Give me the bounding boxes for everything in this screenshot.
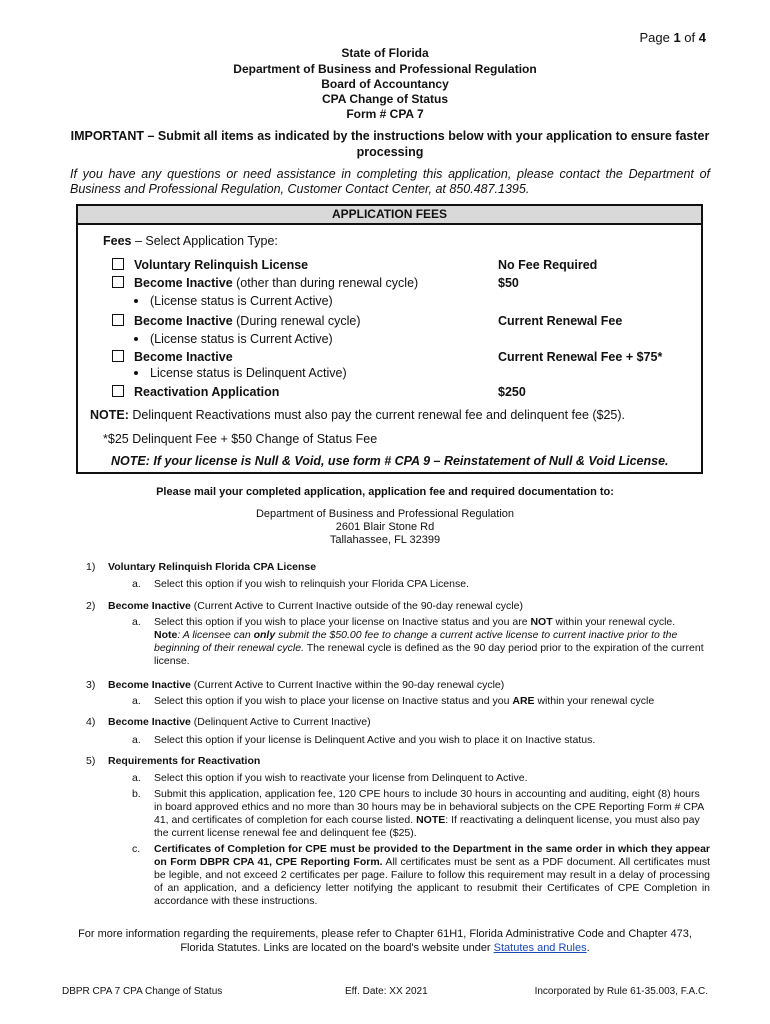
fee-footnote: *$25 Delinquent Fee + $50 Change of Status Fee — [103, 432, 378, 446]
fees-heading: APPLICATION FEES — [78, 206, 701, 225]
section-2-a-marker: a. — [132, 616, 141, 628]
price-become-inactive-outside-renewal: $50 — [498, 276, 519, 290]
bullet-icon — [134, 371, 138, 375]
option-become-inactive-outside-renewal[interactable]: Become Inactive (other than during renewal cycle) — [112, 276, 418, 291]
section-4-a: Select this option if your license is Delinquent Active and you wish to place it on Inactive status. — [154, 734, 596, 746]
bullet-delinquent-active: License status is Delinquent Active) — [134, 366, 347, 381]
price-become-inactive-delinquent: Current Renewal Fee + $75* — [498, 350, 663, 364]
section-1-a-marker: a. — [132, 578, 141, 590]
option-become-inactive-during-renewal[interactable]: Become Inactive (During renewal cycle) — [112, 314, 361, 329]
section-5-a-marker: a. — [132, 772, 141, 784]
section-1-number: 1) — [86, 561, 96, 573]
section-5-title: Requirements for Reactivation — [108, 755, 261, 767]
section-5-c: Certificates of Completion for CPE must be provided to the Department in the same order in which they appear on Form DBPR CPA 41, CPE Reporting Form. All certificates must be sent as a PDF document. All certificates must be legible, and not exceed 2 certificates per page. Failure to follow this requirement may result in a delay of processing of an application, and a deficiency letter notifying the applicant to resubmit their Certificates of CPE Completion in accordance with these instructions. — [154, 843, 711, 907]
price-reactivation: $250 — [498, 385, 526, 399]
section-5-number: 5) — [86, 755, 96, 767]
bullet-current-active-1: (License status is Current Active) — [134, 294, 333, 309]
header-department: Department of Business and Professional Regulation — [233, 62, 537, 76]
section-5-b: Submit this application, application fee, 120 CPE hours to include 30 hours in accounting and auditing, eight (8) hours in board approved ethics and no more than 30 hours may be in behavioral subjects on the CPE Reporting Form # CPA 41, and certificates of completion for each course listed. NOTE: If reactivating a delinquent license, you must also pay the current license renewal fee and delinquent fee ($25). — [154, 788, 704, 839]
delinquent-reactivation-note: NOTE: Delinquent Reactivations must also pay the current renewal fee and delinquent fee ($25). — [90, 408, 626, 422]
section-5-a: Select this option if you wish to reactivate your license from Delinquent to Active. — [154, 772, 528, 784]
section-3-number: 3) — [86, 679, 96, 691]
section-5-b-marker: b. — [132, 788, 141, 800]
option-reactivation[interactable]: Reactivation Application — [112, 385, 279, 400]
section-5-c-marker: c. — [132, 843, 141, 855]
contact-paragraph: If you have any questions or need assistance in completing this application, please contact the Department of Business and Professional Regulation, Customer Contact Center, at 850.487.1395. — [70, 167, 710, 196]
header-state: State of Florida — [341, 46, 429, 60]
checkbox[interactable] — [112, 385, 124, 397]
section-4-number: 4) — [86, 716, 96, 728]
footer-form-name: DBPR CPA 7 CPA Change of Status — [62, 986, 223, 997]
footer-effective-date: Eff. Date: XX 2021 — [345, 986, 428, 997]
price-voluntary-relinquish: No Fee Required — [498, 258, 598, 272]
checkbox[interactable] — [112, 350, 124, 362]
section-3-title: Become Inactive (Current Active to Current Inactive within the 90-day renewal cycle) — [108, 679, 505, 691]
fees-select-label: Fees – Select Application Type: — [103, 234, 278, 248]
checkbox[interactable] — [112, 314, 124, 326]
section-1-title: Voluntary Relinquish Florida CPA License — [108, 561, 317, 573]
more-info-paragraph: For more information regarding the requirements, please refer to Chapter 61H1, Florida Administrative Code and Chapter 473, Florida Statutes. Links are located on the board's website under Statutes and Rules. — [78, 928, 692, 954]
section-4-a-marker: a. — [132, 734, 141, 746]
mail-heading: Please mail your completed application, application fee and required documentation to: — [156, 486, 614, 498]
application-fees-box — [76, 204, 703, 474]
bullet-current-active-2: (License status is Current Active) — [134, 332, 333, 347]
null-void-note: NOTE: If your license is Null & Void, use form # CPA 9 – Reinstatement of Null & Void License. — [111, 454, 669, 468]
section-2-a: Select this option if you wish to place your license on Inactive status and you are NOT within your renewal cycle. Note: A licensee can only submit the $50.00 fee to change a current active license to current inactive prior to the beginning of their renewal cycle. The renewal cycle is defined as the 90 day period prior to the expiration of the current license. — [154, 616, 704, 667]
option-voluntary-relinquish[interactable]: Voluntary Relinquish License — [112, 258, 308, 273]
statutes-rules-link[interactable]: Statutes and Rules — [493, 942, 587, 954]
option-become-inactive-delinquent[interactable]: Become Inactive — [112, 350, 233, 365]
footer-rule: Incorporated by Rule 61-35.003, F.A.C. — [534, 986, 708, 997]
bullet-icon — [134, 299, 138, 303]
section-3-a-marker: a. — [132, 695, 141, 707]
important-notice: IMPORTANT – Submit all items as indicated by the instructions below with your application to ensure faster processing — [70, 129, 710, 159]
mail-address-line1: Department of Business and Professional Regulation — [255, 508, 515, 520]
header-form-number: Form # CPA 7 — [346, 107, 424, 121]
checkbox[interactable] — [112, 258, 124, 270]
price-become-inactive-during-renewal: Current Renewal Fee — [498, 314, 623, 328]
section-1-a: Select this option if you wish to relinquish your Florida CPA License. — [154, 578, 469, 590]
section-2-title: Become Inactive (Current Active to Current Inactive outside of the 90-day renewal cycle) — [108, 600, 523, 612]
bullet-icon — [134, 337, 138, 341]
section-4-title: Become Inactive (Delinquent Active to Current Inactive) — [108, 716, 371, 728]
page-number: Page 1 of 4 — [639, 30, 706, 45]
checkbox[interactable] — [112, 276, 124, 288]
mail-address-line3: Tallahassee, FL 32399 — [329, 534, 441, 546]
header-form-title: CPA Change of Status — [321, 92, 448, 106]
header-board: Board of Accountancy — [321, 77, 449, 91]
section-3-a: Select this option if you wish to place your license on Inactive status and you ARE within your renewal cycle — [154, 695, 655, 707]
mail-address-line2: 2601 Blair Stone Rd — [335, 521, 435, 533]
section-2-number: 2) — [86, 600, 96, 612]
